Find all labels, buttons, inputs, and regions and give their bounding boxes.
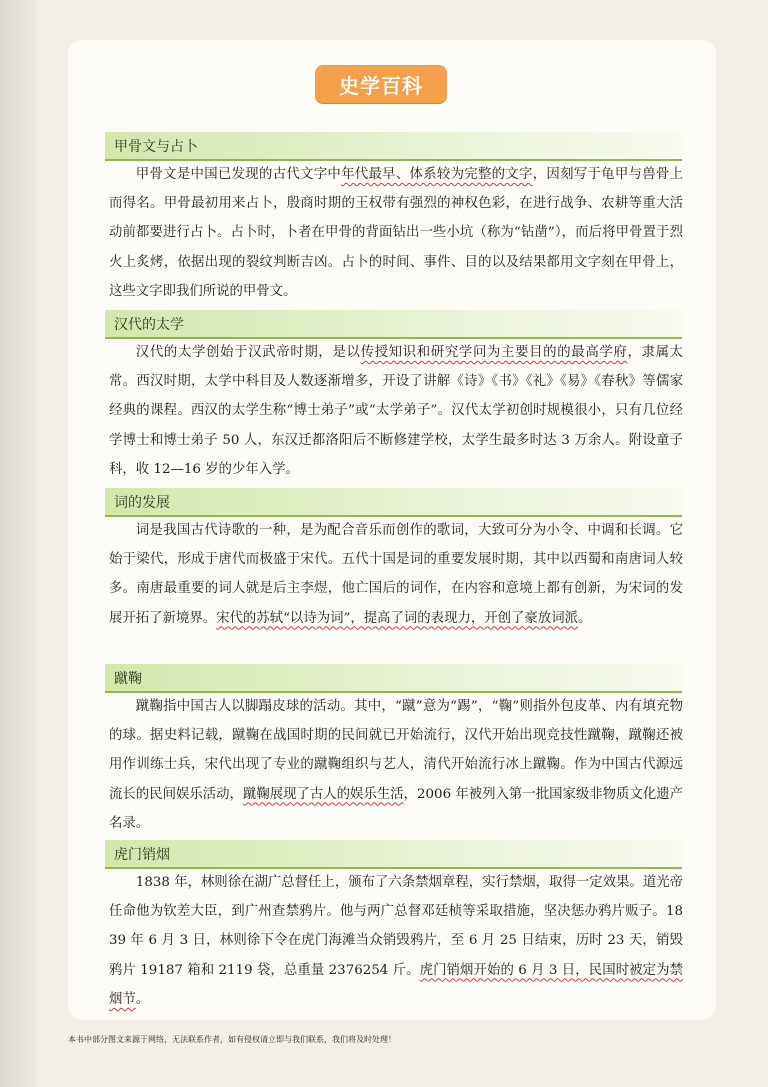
section-title: 甲骨文与占卜	[114, 139, 198, 155]
highlighted-text: 虎门销烟开始的 6 月 3 日，民国时被定为禁烟节	[109, 962, 683, 1007]
body-text: 1838 年，林则徐在湖广总督任上，颁布了六条禁烟章程，实行禁烟，取得一定效果。道光帝任命他为钦差大臣，到广州查禁鸦片。他与两广总督邓廷桢等采取措施，坚决惩办鸦片贩子。1839 年 6 月 3 日，林则徐下令在虎门海滩当众销毁鸦片，至 6 月 25 日结束，历时 23 天，销毁鸦片 19187 箱和 2119 袋，总重量 2376254 斤。	[109, 875, 683, 978]
body-text: 。	[135, 991, 150, 1007]
section-body-han-academy	[109, 338, 683, 484]
copyright-notice: 本书中部分图文来源于网络，无法联系作者，如有侵权请立即与我们联系，我们将及时处理！	[68, 1035, 396, 1044]
body-text: 蹴鞠指中国古人以脚蹋皮球的活动。其中，“蹴”意为“踢”，“鞠”则指外包皮革、内有填充物的球。据史料记载，蹴鞠在战国时期的民间就已开始流行，汉代开始出现竞技性蹴鞠，蹴鞠还被用作训练士兵，宋代出现了专业的蹴鞠组织与艺人，清代开始流行冰上蹴鞠。作为中国古代源远流长的民间娱乐活动，	[109, 699, 683, 802]
section-heading-oracle-bone	[105, 132, 682, 161]
section-heading-ci-poetry	[105, 488, 682, 517]
highlighted-text: 宋代的苏轼“以诗为词”，提高了词的表现力，开创了豪放词派	[216, 610, 578, 626]
body-text: 词是我国古代诗歌的一种，是为配合音乐而创作的歌词，大致可分为小令、中调和长调。它始于梁代，形成于唐代而极盛于宋代。五代十国是词的重要发展时期，其中以西蜀和南唐词人较多。南唐最重要的词人就是后主李煜，他亡国后的词作，在内容和意境上都有创新，为宋词的发展开拓了新境界。	[109, 523, 683, 626]
section-heading-humen	[105, 840, 682, 869]
section-heading-han-academy	[105, 310, 682, 339]
section-title: 词的发展	[114, 495, 170, 511]
body-text: ，2006 年被列入第一批国家级非物质文化遗产名录。	[109, 786, 684, 831]
body-text: 甲骨文是中国已发现的古代文字中	[135, 167, 342, 182]
section-body-humen	[109, 868, 683, 1014]
section-title: 汉代的太学	[114, 317, 184, 333]
header-badge: 史学百科	[315, 65, 447, 103]
section-body-cuju	[109, 692, 683, 838]
body-text: ，隶属太常。西汉时期，太学中科目及人数逐渐增多，开设了讲解《诗》《书》《礼》《易》《春秋》等儒家经典的课程。西汉的太学生称“博士弟子”或“太学弟子”。汉代太学初创时规模很小，只有几位经学博士和博士弟子 50 人，东汉迁都洛阳后不断修建学校，太学生最多时达 3 万余人。附设童子科，收 12—16 岁的少年入学。	[109, 345, 684, 477]
body-text: 。	[577, 610, 592, 626]
section-title: 蹴鞠	[114, 671, 142, 687]
body-text: 汉代的太学创始于汉武帝时期，是以	[135, 345, 361, 360]
highlighted-text: 蹴鞠展现了古人的娱乐生活	[242, 786, 404, 802]
section-body-ci-poetry	[109, 516, 683, 633]
section-body-oracle-bone	[109, 160, 683, 306]
highlighted-text: 传授知识和研究学问为主要目的的最高学府	[360, 345, 628, 360]
body-text: ，因刻写于龟甲与兽骨上而得名。甲骨最初用来占卜，殷商时期的王权带有强烈的神权色彩，在进行战争、农耕等重大活动前都要进行占卜。占卜时，卜者在甲骨的背面钻出一些小坑（称为“钻凿”），而后将甲骨置于烈火上炙烤，依据出现的裂纹判断吉凶。占卜的时间、事件、目的以及结果都用文字刻在甲骨上，这些文字即我们所说的甲骨文。	[109, 167, 683, 299]
highlighted-text: 年代最早、体系较为完整的文字	[341, 167, 533, 182]
section-heading-cuju	[105, 664, 682, 693]
section-title: 虎门销烟	[114, 847, 170, 863]
page-binding-edge	[0, 0, 36, 1087]
